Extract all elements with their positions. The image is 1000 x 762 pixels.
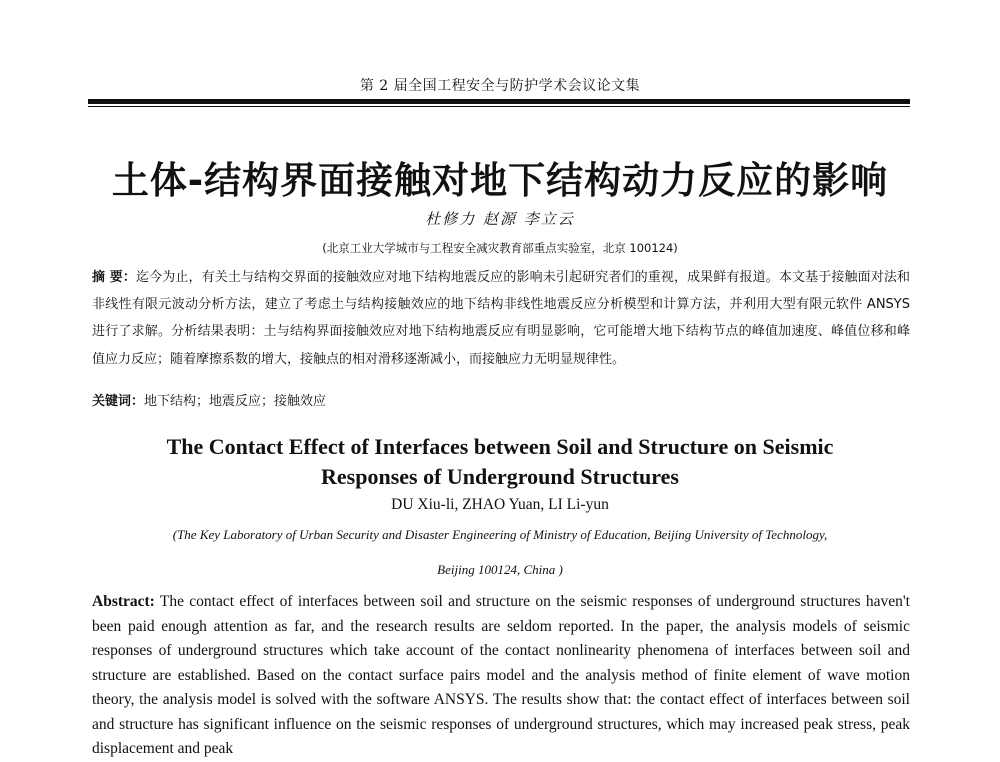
abstract-cn: [92, 264, 910, 373]
affiliation-en-line2: Beijing 100124, China ): [437, 562, 563, 577]
abstract-cn-text: 迄今为止，有关土与结构交界面的接触效应对地下结构地震反应的影响未引起研究者们的重视，成果鲜有报道。本文基于接触面对法和非线性有限元波动分析方法，建立了考虑土与结构接触效应的地下结构非线性地震反应分析模型和计算方法，并利用大型有限元软件 ANSYS 进行了求解。分析结果表明：土与结构界面接触效应对地下结构地震反应有明显影响，它可能增大地下结构节点的峰值加速度、峰值位移和峰值应力反应；随着摩擦系数的增大，接触点的相对滑移逐渐减小，而接触应力无明显规律性。: [92, 270, 910, 367]
affiliation-cn: (北京工业大学城市与工程安全减灾教育部重点实验室，北京 100124): [322, 241, 678, 255]
paper-title-en-line2: Responses of Underground Structures: [321, 464, 679, 489]
running-header: 第 2 届全国工程安全与防护学术会议论文集: [359, 78, 641, 94]
paper-title-en: [0, 432, 1000, 492]
abstract-en-label: Abstract:: [92, 593, 155, 610]
paper-title-cn: 土体-结构界面接触对地下结构动力反应的影响: [111, 159, 889, 202]
keywords-cn-label: 关键词：: [92, 394, 145, 409]
authors-cn: 杜修力 赵源 李立云: [425, 210, 575, 228]
header-rule-thin: [88, 106, 910, 107]
keywords-cn-text: 地下结构；地震反应；接触效应: [144, 394, 327, 409]
abstract-en: [92, 590, 910, 762]
abstract-en-text: The contact effect of interfaces between soil and structure on the seismic responses of underground structures haven't been paid enough attention as far, and the research results are seldom reported. In the paper, the analysis models of seismic responses of underground structures which take account of the contact nonlinearity phenomena of interfaces between soil and structure are established. Based on the contact surface pairs model and the analysis method of finite element of wave motion theory, the analysis model is solved with the software ANSYS. The results show that: the contact effect of interfaces between soil and structure has significant influence on the seismic responses of underground structures, which may increased peak stress, peak displacement and peak: [92, 593, 910, 757]
affiliation-en-line1: (The Key Laboratory of Urban Security and Disaster Engineering of Ministry of Education, Beijing University of Technology,: [172, 527, 828, 542]
authors-en: DU Xiu-li, ZHAO Yuan, LI Li-yun: [391, 496, 609, 513]
header-rule-thick: [88, 99, 910, 104]
abstract-cn-label: 摘 要：: [92, 270, 137, 285]
paper-title-en-line1: The Contact Effect of Interfaces between Soil and Structure on Seismic: [166, 434, 834, 459]
keywords-cn: [92, 392, 910, 412]
